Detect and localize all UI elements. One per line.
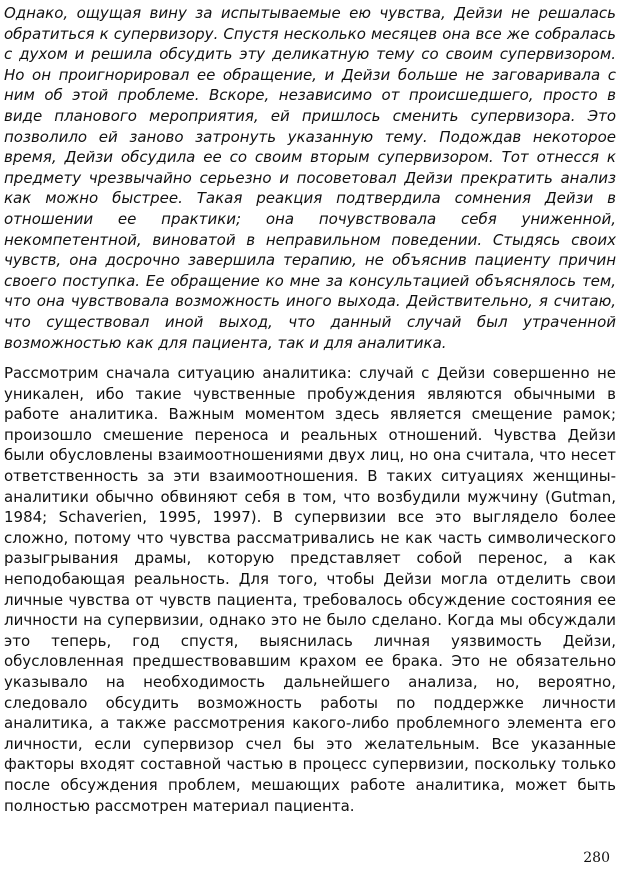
paragraph-analyst-situation: Рассмотрим сначала ситуацию аналитика: случай с Дейзи совершенно не уникален, ибо такие чувственные пробуждения являются обычными в работе аналитика. Важным моментом здесь является смещение рамок; произошло смешение переноса и реальных отношений. Чувства Дейзи были обусловлены взаимоотношениями двух лиц, но она считала, что несет ответственность за эти взаимоотношения. В таких ситуациях женщины-аналитики обычно обвиняют себя в том, что возбудили мужчину (Gutman, 1984; Schaverien, 1995, 1997). В супервизии все это выглядело более сложно, потому что чувства рассматривались не как часть символического разыгрывания драмы, которую представляет собой перенос, а как неподобающая реальность. Для того, чтобы Дейзи могла отделить свои личные чувства от чувств пациента, требовалось обсуждение состояния ее личности на супервизии, однако это не было сделано. Когда мы обсуждали это теперь, год спустя, выяснилась личная уязвимость Дейзи, обусловленная предшествовавшим крахом ее брака. Это не обязательно указывало на необходимость дальнейшего анализа, но, вероятно, следовало обсудить возможность работы по поддержке личности аналитика, а также рассмотрения какого-либо проблемного элемента его личности, если супервизор счел бы это желательным. Все указанные факторы входят составной частью в процесс супервизии, поскольку только после обсуждения проблем, мешающих работе аналитика, может быть полностью рассмотрен материал пациента. — [4, 364, 616, 815]
paragraph-case-description: Однако, ощущая вину за испытываемые ею чувства, Дейзи не решалась обратиться к супервизору. Спустя несколько месяцев она все же собралась с духом и решила обсудить эту деликатную тему со своим супервизором. Но он проигнорировал ее обращение, и Дейзи больше не заговаривала с ним об этой проблеме. Вскоре, независимо от происшедшего, просто в виде планового мероприятия, ей пришлось сменить супервизора. Это позволило ей заново затронуть указанную тему. Подождав некоторое время, Дейзи обсудила ее со своим вторым супервизором. Тот отнесся к предмету чрезвычайно серьезно и посоветовал Дейзи прекратить анализ как можно быстрее. Такая реакция подтвердила сомнения Дейзи в отношении ее практики; она почувствовала себя униженной, некомпетентной, виноватой в неправильном поведении. Стыдясь своих чувств, она досрочно завершила терапию, не объяснив пациенту причин своего поступка. Ее обращение ко мне за консультацией объяснялось тем, что она чувствовала возможность иного выхода. Действительно, я считаю, что существовал иной выход, что данный случай был утраченной возможностью как для пациента, так и для аналитика. — [4, 4, 616, 352]
page-number: 280 — [583, 850, 610, 866]
